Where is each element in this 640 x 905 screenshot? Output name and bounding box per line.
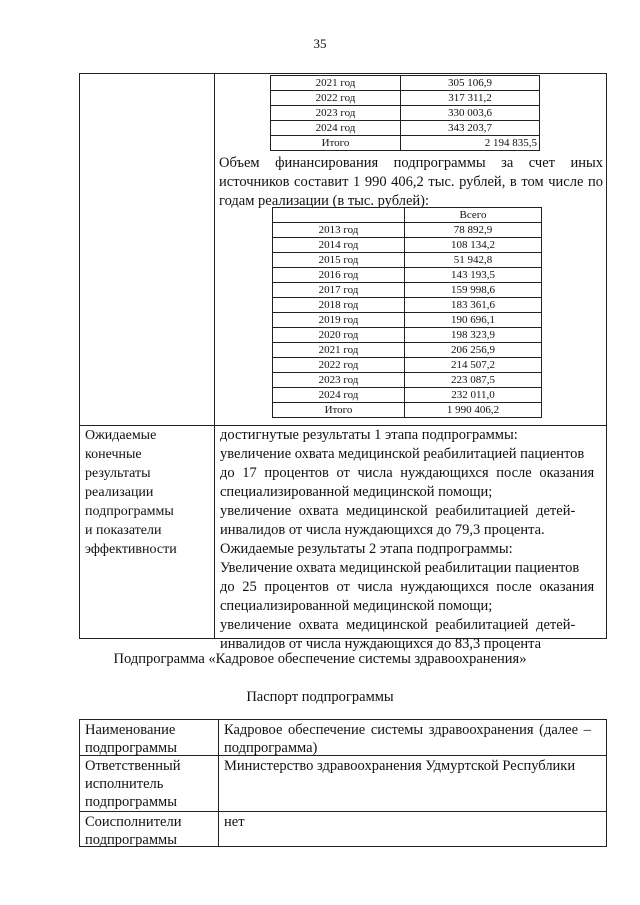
label-line: реализации — [85, 485, 154, 500]
table-row — [273, 343, 542, 358]
value-cell: 2 194 835,5 — [401, 136, 540, 151]
year-cell: 2022 год — [271, 91, 401, 106]
table-row — [273, 313, 542, 328]
page-number: 35 — [313, 36, 327, 51]
year-cell: 2015 год — [273, 253, 405, 268]
table-row — [273, 223, 542, 238]
value-line: нет — [224, 814, 245, 830]
text-line: увеличение охвата медицинской реабилитацией детей- — [220, 617, 576, 633]
funding-table-continuation — [270, 75, 540, 151]
passport-value-executor — [224, 757, 604, 775]
value-cell: 343 203,7 — [401, 121, 540, 136]
label-line: и показатели — [85, 523, 162, 538]
value-line: подпрограмма) — [224, 740, 318, 756]
label-line: конечные — [85, 447, 142, 462]
table-row — [273, 403, 542, 418]
passport-value-name — [224, 721, 604, 757]
year-cell: 2017 год — [273, 283, 405, 298]
passport-label-coexecutors — [85, 813, 215, 849]
passport-row-divider — [79, 811, 607, 812]
value-line: Кадровое обеспечение системы здравоохранения (далее – — [224, 722, 591, 738]
value-cell: 206 256,9 — [405, 343, 542, 358]
year-cell: 2020 год — [273, 328, 405, 343]
expected-results-label — [85, 426, 213, 559]
text-line: Увеличение охвата медицинской реабилитации пациентов — [220, 560, 580, 576]
value-cell: 143 193,5 — [405, 268, 542, 283]
funding-paragraph: Объем финансирования подпрограммы за счет иных источников составит 1 990 406,2 тыс. рублей, в том числе по годам реализации (в тыс. рублей): — [219, 155, 603, 209]
text-line: достигнутые результаты 1 этапа подпрограммы: — [220, 427, 518, 443]
table-row — [273, 373, 542, 388]
year-cell: Итого — [273, 403, 405, 418]
value-cell: 223 087,5 — [405, 373, 542, 388]
value-cell: 305 106,9 — [401, 76, 540, 91]
table-row — [273, 238, 542, 253]
text-line: инвалидов от числа нуждающихся до 79,3 процента. — [220, 522, 545, 538]
expected-results-text — [220, 426, 604, 654]
total-header-cell: Всего — [405, 208, 542, 223]
value-cell: 51 942,8 — [405, 253, 542, 268]
table-row — [273, 328, 542, 343]
value-line: Министерство здравоохранения Удмуртской Республики — [224, 758, 576, 774]
year-cell: 2013 год — [273, 223, 405, 238]
text-line: Ожидаемые результаты 2 этапа подпрограммы: — [220, 541, 513, 557]
funding-table-other-sources — [272, 207, 542, 418]
label-line: эффективности — [85, 542, 177, 557]
value-cell: 78 892,9 — [405, 223, 542, 238]
year-cell: 2019 год — [273, 313, 405, 328]
value-cell: 232 011,0 — [405, 388, 542, 403]
label-line: подпрограммы — [85, 794, 177, 810]
upper-table-column-divider — [214, 73, 215, 639]
value-cell: 198 323,9 — [405, 328, 542, 343]
label-line: исполнитель — [85, 776, 164, 792]
year-cell: 2016 год — [273, 268, 405, 283]
table-row — [271, 121, 540, 136]
table-row — [273, 298, 542, 313]
table-row — [273, 253, 542, 268]
text-line: специализированной медицинской помощи; — [220, 598, 493, 614]
value-cell: 108 134,2 — [405, 238, 542, 253]
label-line: Наименование — [85, 722, 176, 738]
label-line: Соисполнители — [85, 814, 182, 830]
table-row — [271, 136, 540, 151]
table-row — [273, 388, 542, 403]
year-cell: 2021 год — [271, 76, 401, 91]
label-line: подпрограммы — [85, 832, 177, 848]
year-cell: 2024 год — [271, 121, 401, 136]
table-header-row — [273, 208, 542, 223]
text-line: специализированной медицинской помощи; — [220, 484, 493, 500]
year-cell: Итого — [271, 136, 401, 151]
passport-label-name — [85, 721, 215, 757]
year-cell: 2018 год — [273, 298, 405, 313]
value-cell: 330 003,6 — [401, 106, 540, 121]
passport-title: Паспорт подпрограммы — [246, 689, 394, 705]
value-cell: 183 361,6 — [405, 298, 542, 313]
value-cell: 159 998,6 — [405, 283, 542, 298]
text-line: до 25 процентов от числа нуждающихся после оказания — [220, 579, 595, 595]
label-line: результаты — [85, 466, 151, 481]
year-cell: 2023 год — [273, 373, 405, 388]
year-cell: 2023 год — [271, 106, 401, 121]
label-line: подпрограммы — [85, 504, 174, 519]
label-line: Ожидаемые — [85, 428, 157, 443]
table-row — [273, 268, 542, 283]
passport-value-coexecutors — [224, 813, 604, 831]
text-line: инвалидов от числа нуждающихся до 83,3 процента — [220, 636, 542, 652]
text-line: увеличение охвата медицинской реабилитацией пациентов — [220, 446, 585, 462]
label-line: подпрограммы — [85, 740, 177, 756]
year-cell: 2022 год — [273, 358, 405, 373]
subprogram-title: Подпрограмма «Кадровое обеспечение системы здравоохранения» — [113, 651, 527, 667]
table-row — [273, 358, 542, 373]
year-cell: 2021 год — [273, 343, 405, 358]
value-cell: 190 696,1 — [405, 313, 542, 328]
table-row — [271, 91, 540, 106]
table-row — [273, 283, 542, 298]
value-cell: 1 990 406,2 — [405, 403, 542, 418]
passport-column-divider — [218, 719, 219, 847]
value-cell: 317 311,2 — [401, 91, 540, 106]
text-line: до 17 процентов от числа нуждающихся после оказания — [220, 465, 595, 481]
passport-label-executor — [85, 757, 215, 811]
value-cell: 214 507,2 — [405, 358, 542, 373]
empty-header-cell — [273, 208, 405, 223]
label-line: Ответственный — [85, 758, 181, 774]
table-row — [271, 106, 540, 121]
text-line: увеличение охвата медицинской реабилитацией детей- — [220, 503, 576, 519]
year-cell: 2014 год — [273, 238, 405, 253]
year-cell: 2024 год — [273, 388, 405, 403]
table-row — [271, 76, 540, 91]
